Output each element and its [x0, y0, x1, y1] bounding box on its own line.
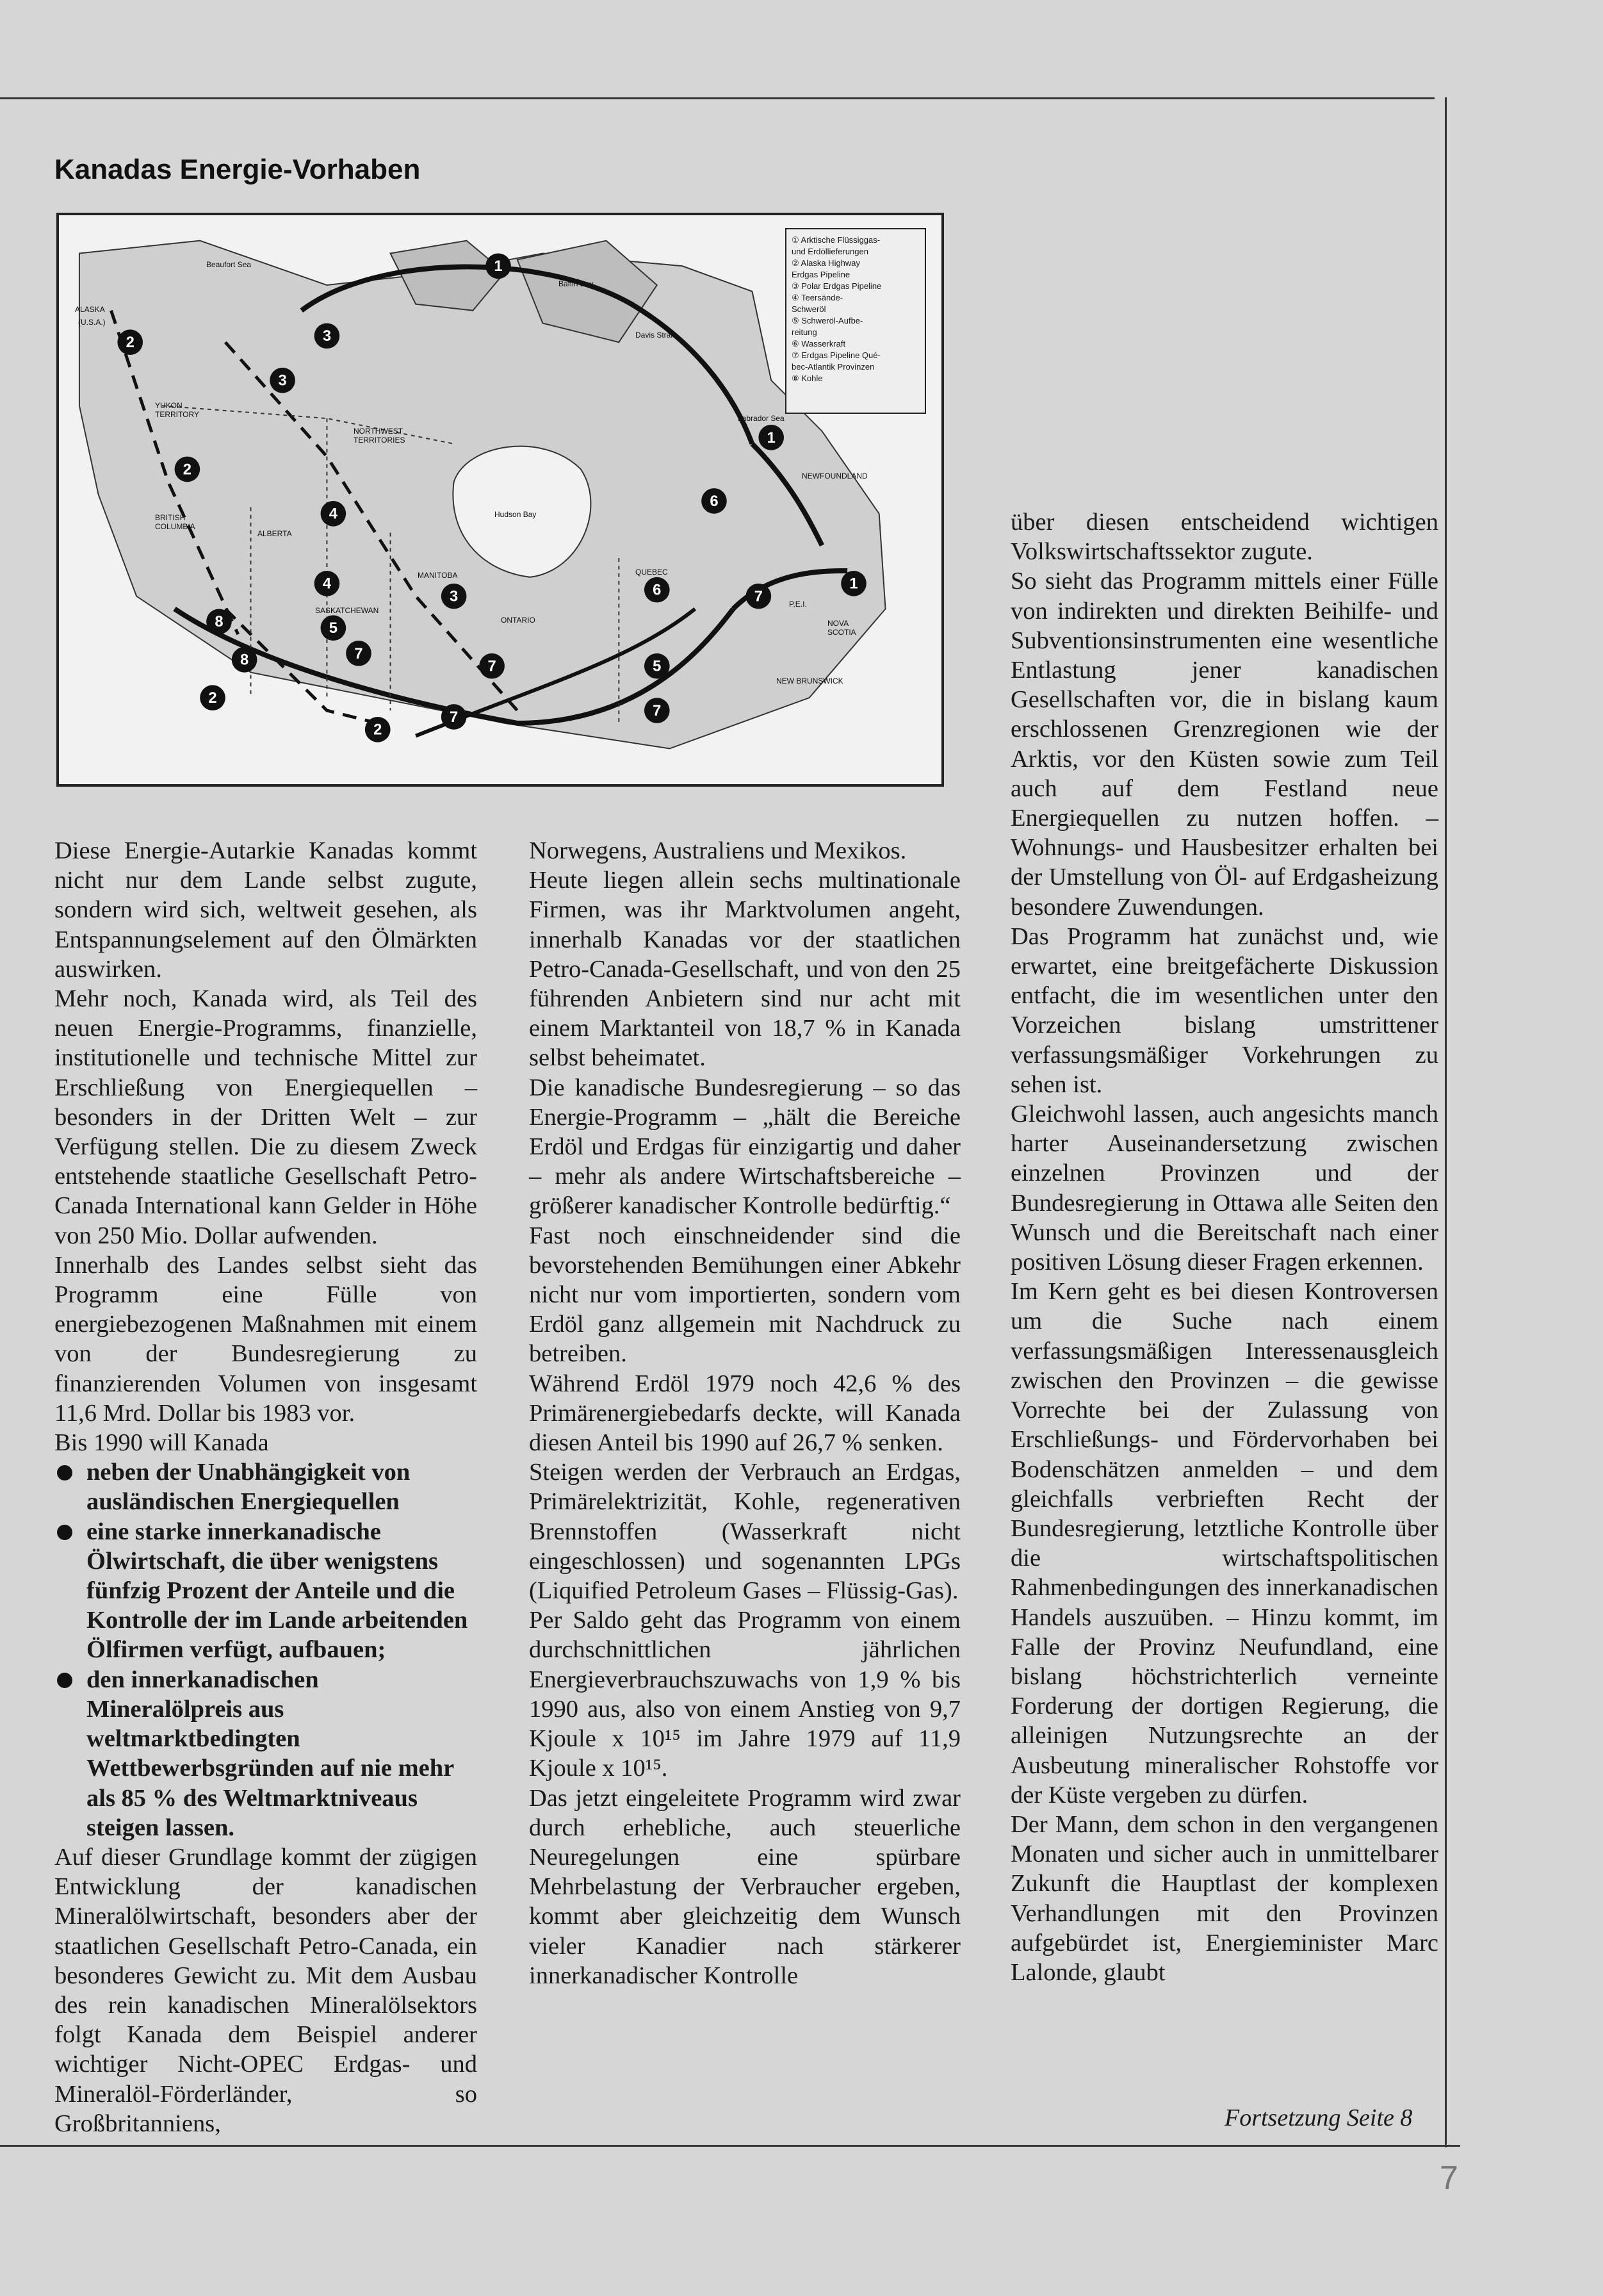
paragraph: Norwegens, Australiens und Mexikos.: [529, 837, 907, 864]
map-label-bc: BRITISH COLUMBIA: [155, 513, 195, 531]
svg-text:2: 2: [373, 721, 382, 739]
map-label-quebec: QUEBEC: [635, 568, 668, 577]
legend-line: ⑥ Wasserkraft: [792, 339, 846, 348]
svg-text:6: 6: [653, 581, 662, 599]
svg-text:1: 1: [494, 258, 503, 275]
bullet-item: eine starke innerkanadische Ölwirtschaft, die über wenigstens fünfzig Prozent der Anteile und die Kontrolle der im Lande arbeitenden Ölfirmen verfügt, aufbauen;: [54, 1517, 477, 1665]
legend-line: bec-Atlantik Provinzen: [792, 362, 875, 372]
map-label-alaska: ALASKA: [75, 305, 105, 314]
legend-line: ④ Teersände-: [792, 293, 843, 302]
top-rule: [0, 97, 1435, 99]
svg-text:1: 1: [849, 575, 858, 593]
svg-text:7: 7: [754, 587, 763, 605]
bullet-item: den innerkanadischen Mineralölpreis aus weltmarktbedingten Wettbewerbsgründen auf nie mehr als 85 % des Weltmarktniveaus steigen lassen.: [54, 1665, 477, 1842]
svg-text:7: 7: [450, 708, 459, 726]
legend-line: Schweröl: [792, 304, 826, 314]
svg-text:7: 7: [487, 657, 496, 675]
legend-line: ⑦ Erdgas Pipeline Qué-: [792, 350, 881, 360]
svg-text:3: 3: [322, 327, 332, 345]
svg-text:5: 5: [329, 619, 338, 637]
paragraph: Bis 1990 will Kanada: [54, 1429, 269, 1457]
column-3: [1011, 507, 1438, 1987]
continued-note: Fortsetzung Seite 8: [1225, 2104, 1413, 2131]
svg-text:1: 1: [767, 429, 776, 447]
column-2: [529, 836, 961, 1990]
legend-line: Erdgas Pipeline: [792, 270, 850, 279]
map-label-ontario: ONTARIO: [501, 616, 535, 625]
legend-line: ③ Polar Erdgas Pipeline: [792, 281, 882, 291]
map-label-novascotia: NOVA SCOTIA: [827, 619, 856, 637]
map-label-newfoundland: NEWFOUNDLAND: [802, 472, 868, 480]
page-number: 7: [1440, 2160, 1458, 2197]
svg-text:2: 2: [208, 689, 217, 707]
map-label-baffin: Baffin Bay: [558, 279, 594, 288]
legend-line: ① Arktische Flüssiggas-: [792, 235, 881, 245]
map-label-sask: SASKATCHEWAN: [315, 606, 379, 615]
paragraph: Die kanadische Bundesregierung – so das Energie-Programm – „hält die Bereiche Erdöl und Erdgas für einzigartig und daher – mehr als andere Wirtschaftsbereiche – größerer kanadischer Kontrolle bedürftig.“: [529, 1074, 961, 1220]
svg-text:2: 2: [126, 334, 134, 352]
map-label-labrador: Labrador Sea: [738, 414, 785, 423]
legend-line: ⑧ Kohle: [792, 373, 823, 383]
paragraph: Das Programm hat zunächst und, wie erwartet, eine breitgefächerte Diskussion entfacht, die im wesentlichen unter den Vorzeichen bislang umstrittener verfassungsmäßiger Vorkehrungen zu sehen ist.: [1011, 922, 1438, 1098]
paragraph: Gleichwohl lassen, auch angesichts manch harter Auseinandersetzung zwischen einzelnen Provinzen und der Bundesregierung in Ottawa alle Seiten den Wunsch und die Bereitschaft nach einer positiven Lösung dieser Fragen erkennen.: [1011, 1101, 1438, 1276]
paragraph: Fast noch einschneidender sind die bevorstehenden Bemühungen einer Abkehr nicht nur vom importierten, sondern vom Erdöl ganz allgemein mit Nachdruck zu betreiben.: [529, 1222, 961, 1368]
svg-text:2: 2: [183, 461, 192, 479]
svg-text:8: 8: [215, 613, 224, 631]
map-legend: [785, 228, 926, 414]
map-label-usa: (U.S.A.): [78, 318, 106, 327]
paragraph: Während Erdöl 1979 noch 42,6 % des Primärenergiebedarfs deckte, will Kanada diesen Anteil bis 1990 auf 26,7 % senken.: [529, 1370, 961, 1457]
paragraph: Auf dieser Grundlage kommt der zügigen Entwicklung der kanadischen Mineralölwirtschaft, besonders aber der staatlichen Gesellschaft Petro-Canada, ein besonderes Gewicht zu. Mit dem Ausbau des rein kanadischen Mineralölsektors folgt Kanada dem Beispiel anderer wichtiger Nicht-OPEC Erdgas- und Mineralöl-Förderländer, so Großbritanniens,: [54, 1843, 477, 2137]
svg-text:3: 3: [278, 372, 287, 390]
svg-text:7: 7: [653, 701, 662, 719]
legend-line: ② Alaska Highway: [792, 258, 861, 268]
bottom-rule: [0, 2145, 1460, 2147]
svg-text:8: 8: [240, 651, 249, 669]
map-label-hudson: Hudson Bay: [494, 510, 537, 519]
svg-text:3: 3: [450, 587, 459, 605]
map-label-beaufort: Beaufort Sea: [206, 260, 252, 269]
svg-text:4: 4: [329, 505, 338, 523]
svg-text:5: 5: [653, 657, 662, 675]
paragraph: Der Mann, dem schon in den vergangenen Monaten und sicher auch in unmittelbarer Zukunft die Hauptlast der komplexen Verhandlungen mit den Provinzen aufgebürdet ist, Energieminister Marc Lalonde, glaubt: [1011, 1810, 1438, 1986]
paragraph: Heute liegen allein sechs multinationale Firmen, was ihr Marktvolumen angeht, innerhalb Kanadas vor der staatlichen Petro-Canada-Gesellschaft, und von den 25 führenden Anbietern sind nur acht mit einem Marktanteil von 18,7 % in Kanada selbst beheimatet.: [529, 867, 961, 1072]
paragraph: Steigen werden der Verbrauch an Erdgas, Primärelektrizität, Kohle, regenerativen Brennstoffen (Wasserkraft nicht eingeschlossen) und sogenannten LPGs (Liquified Petroleum Gases – Flüssig-Gas).: [529, 1459, 961, 1605]
bullet-item: neben der Unabhängigkeit von ausländischen Energiequellen: [54, 1457, 477, 1516]
right-rule: [1445, 97, 1447, 2147]
legend-line: reitung: [792, 327, 817, 337]
paragraph: Innerhalb des Landes selbst sieht das Programm eine Fülle von energiebezogenen Maßnahmen mit einem von der Bundesregierung zu finanzierenden Volumen von insgesamt 11,6 Mrd. Dollar bis 1983 vor.: [54, 1251, 477, 1427]
article-title: Kanadas Energie-Vorhaben: [54, 154, 421, 185]
column-1: [54, 836, 477, 2138]
map-label-pei: P.E.I.: [789, 600, 807, 609]
map-label-yukon: YUKON TERRITORY: [155, 401, 199, 419]
paragraph: Per Saldo geht das Programm von einem durchschnittlichen jährlichen Energieverbrauchszuwachs von 1,9 % bis 1990 aus, also von einem Anstieg von 9,7 Kjoule x 10¹⁵ im Jahre 1979 auf 11,9 Kjoule x 10¹⁵.: [529, 1607, 961, 1782]
map-label-manitoba: MANITOBA: [418, 571, 458, 580]
map-label-alberta: ALBERTA: [257, 529, 292, 538]
svg-text:6: 6: [710, 492, 719, 510]
map-label-nwt: NORTHWEST TERRITORIES: [354, 427, 405, 445]
canada-energy-map: [56, 213, 944, 787]
paragraph: Mehr noch, Kanada wird, als Teil des neuen Energie-Programms, finanzielle, institutionelle und technische Mittel zur Erschließung von Energiequellen – besonders in der Dritten Welt – zur Verfügung stellen. Die zu diesem Zweck entstehende staatliche Gesellschaft Petro-Canada International kann Gelder in Höhe von 250 Mio. Dollar aufwenden.: [54, 985, 477, 1249]
paragraph: Diese Energie-Autarkie Kanadas kommt nicht nur dem Lande selbst zugute, sondern wird sich, weltweit gesehen, als Entspannungselement auf den Ölmärkten auswirken.: [54, 837, 477, 983]
svg-text:4: 4: [322, 575, 332, 593]
paragraph: Im Kern geht es bei diesen Kontroversen um die Suche nach einem verfassungsmäßigen Interessenausgleich zwischen den Provinzen – die gewisse Vorrechte bei der Zulassung von Erschließungs- und Fördervorhaben bei Bodenschätzen anmelden – und dem gleichfalls verbrieften Recht der Bundesregierung, letztliche Kontrolle über die wirtschaftspolitischen Rahmenbedingungen des innerkanadischen Handels auszuüben. – Hinzu kommt, im Falle der Provinz Neufundland, eine bislang höchstrichterlich verneinte Forderung der dortigen Regierung, die alleinigen Nutzungsrechte an der Ausbeutung mineralischer Rohstoffe vor der Küste vergeben zu dürfen.: [1011, 1278, 1438, 1808]
paragraph: über diesen entscheidend wichtigen Volkswirtschaftssektor zugute.: [1011, 509, 1438, 566]
map-label-davis: Davis Strait: [635, 331, 675, 340]
legend-line: und Erdöllieferungen: [792, 247, 868, 256]
legend-line: ⑤ Schweröl-Aufbe-: [792, 316, 863, 325]
paragraph: So sieht das Programm mittels einer Fülle von indirekten und direkten Beihilfe- und Subventionsinstrumenten eine wesentliche Entlastung jener kanadischen Gesellschaften vor, die in bislang kaum erschlossenen Grenzregionen wie der Arktis, vor den Küsten sowie zum Teil auch auf dem Festland neue Energiequellen zu nutzen hoffen. – Wohnungs- und Hausbesitzer erhalten bei der Umstellung von Öl- auf Erdgasheizung besondere Zuwendungen.: [1011, 568, 1438, 921]
paragraph: Das jetzt eingeleitete Programm wird zwar durch erhebliche, auch steuerliche Neuregelungen eine spürbare Mehrbelastung der Verbraucher ergeben, kommt aber gleichzeitig dem Wunsch vieler Kanadier nach stärkerer innerkanadischer Kontrolle: [529, 1784, 961, 1989]
map-label-newbrunswick: NEW BRUNSWICK: [776, 676, 843, 685]
svg-text:7: 7: [354, 644, 363, 662]
